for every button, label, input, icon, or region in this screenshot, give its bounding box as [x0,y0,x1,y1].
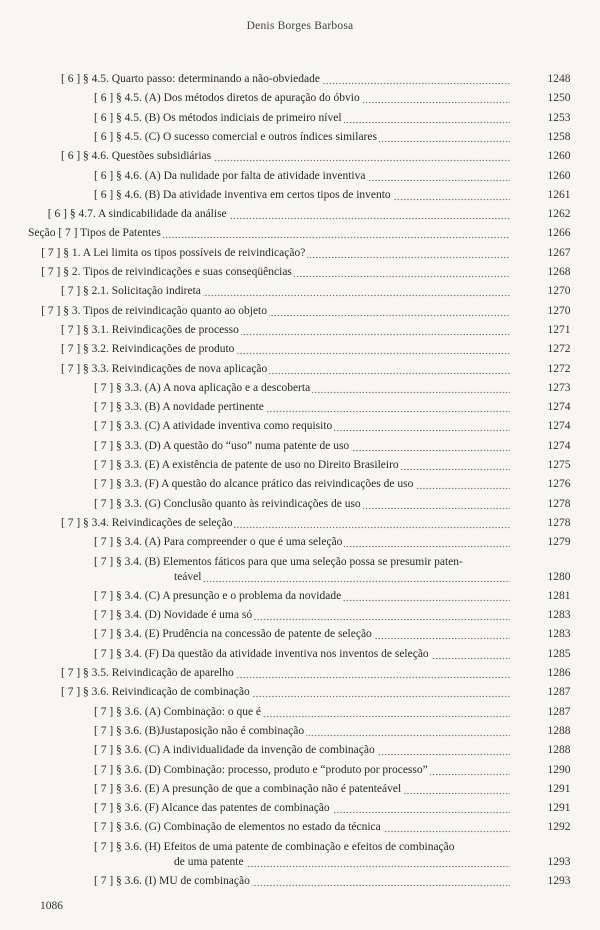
toc-entry-page: 1287 [547,705,571,718]
toc-entry-label: [ 7 ] § 3.6. (F) Alcance das patentes de combinação [94,801,510,815]
toc-entry-page: 1258 [547,130,571,143]
toc-entry-page: 1267 [547,246,571,259]
toc-entry-label: [ 7 ] § 1. A Lei limita os tipos possíveis de reivindicação? [41,246,510,260]
toc-entry-label: Seção [ 7 ] Tipos de Patentes [28,226,510,240]
toc-entry-page: 1285 [547,647,571,660]
toc-entry-page: 1260 [547,169,571,182]
toc-entry-page: 1279 [547,536,571,549]
toc-entry-page: 1262 [547,208,571,221]
toc-entry-label: [ 6 ] § 4.5. Quarto passo: determinando a não-obviedade [61,72,510,86]
toc-entry-page: 1276 [547,478,571,491]
toc-entry-label-continuation: de uma patente [174,855,510,869]
toc-entry-page: 1293 [547,875,571,887]
toc-entry-label: [ 7 ] § 3.6. (A) Combinação: o que é [94,705,510,719]
toc-entry-label: [ 7 ] § 3.3. (E) A existência de patente de uso no Direito Brasileiro [94,458,510,472]
toc-entry-label: [ 7 ] § 3.3. (D) A questão do “uso” numa patente de uso [94,439,510,453]
toc-entry-label: [ 6 ] § 4.5. (C) O sucesso comercial e outros índices similares [94,130,510,144]
toc-entry-page: 1288 [547,724,571,737]
toc-entry-page: 1274 [547,420,571,433]
toc-entry-page: 1273 [547,381,571,394]
toc-entry-page: 1274 [547,439,571,452]
toc-entry-label: [ 7 ] § 3.3. (A) A nova aplicação e a descoberta [94,381,510,395]
toc-entry-page: 1266 [547,227,571,240]
toc-entry-page: 1286 [547,667,571,679]
toc-entry-label: [ 7 ] § 3.6. (E) A presunção de que a combinação não é patenteável [94,782,510,796]
toc-entry-page: 1248 [547,73,571,85]
toc-entry-label: [ 7 ] § 3. Tipos de reivindicação quanto ao objeto [41,304,510,318]
toc-entry-label: [ 7 ] § 3.6. Reivindicação de combinação [61,685,510,699]
toc-entry-page: 1293 [547,855,571,868]
toc-entry-label: [ 7 ] § 3.2. Reivindicações de produto [61,342,510,356]
toc-entry-label: [ 7 ] § 3.3. (F) A questão do alcance prático das reivindicações de uso [94,477,510,491]
toc-entry-label: [ 7 ] § 3.4. (A) Para compreender o que é uma seleção [94,535,510,549]
toc-entry-page: 1283 [547,609,571,622]
toc-entry-label: [ 6 ] § 4.6. Questões subsidiárias [61,149,510,163]
toc-entry-page: 1268 [547,266,571,278]
toc-entry-page: 1287 [547,686,571,699]
toc-entry-label: [ 7 ] § 3.3. Reivindicações de nova aplicação [61,362,510,376]
toc-entry-label: [ 7 ] § 3.4. (E) Prudência na concessão de patente de seleção [94,627,510,641]
toc-entry-page: 1253 [547,111,571,124]
toc-entry-page: 1278 [547,497,571,510]
toc-entry-label: [ 7 ] § 2.1. Solicitação indireta [61,284,510,298]
toc-entry-label: [ 6 ] § 4.7. A sindicabilidade da análise [48,207,510,221]
toc-entry-page: 1275 [547,459,571,471]
toc-entry-label: [ 7 ] § 3.4. (D) Novidade é uma só [94,608,510,622]
toc-entry-label: [ 7 ] § 3.4. (F) Da questão da atividade inventiva nos inventos de seleção [94,647,510,661]
toc-entry-page: 1270 [547,285,571,298]
toc-entry-label: [ 6 ] § 4.6. (B) Da atividade inventiva em certos tipos de invento [94,188,510,202]
page-number: 1086 [40,900,63,912]
toc-entry-page: 1281 [547,589,571,602]
toc-entry-page: 1291 [547,782,571,795]
toc-entry-label: [ 7 ] § 3.6. (B)Justaposição não é combinação [94,724,510,738]
toc-entry-page: 1291 [547,802,571,815]
toc-entry-label: [ 7 ] § 3.3. (B) A novidade pertinente [94,400,510,414]
toc-entry-page: 1280 [547,570,571,583]
toc-entry-page: 1274 [547,401,571,414]
toc-entry-label: [ 7 ] § 3.5. Reivindicação de aparelho [61,666,510,680]
toc-entry-page: 1288 [547,744,571,757]
toc-entry-page: 1290 [547,763,571,776]
toc-entry-page: 1260 [547,150,571,163]
toc-entry-page: 1278 [547,516,571,529]
running-header: Denis Borges Barbosa [246,20,354,32]
toc-entry-label: [ 7 ] § 3.6. (C) A individualidade da invenção de combinação [94,743,510,757]
toc-entry-label: [ 7 ] § 3.6. (I) MU de combinação [94,874,510,888]
toc-entry-label: [ 7 ] § 3.6. (D) Combinação: processo, produto e “produto por processo” [94,763,510,777]
toc-entry-label: [ 6 ] § 4.5. (A) Dos métodos diretos de apuração do óbvio [94,91,510,105]
toc-entry-label: [ 7 ] § 3.4. Reivindicações de seleção [61,516,510,530]
toc-entry-label: [ 7 ] § 3.1. Reivindicações de processo [61,323,510,337]
toc-entry-label-continuation: teável [174,570,510,584]
toc-entry-label: [ 7 ] § 3.4. (C) A presunção e o problema da novidade [94,589,510,603]
toc-entry-page: 1272 [547,343,571,356]
toc-entry-page: 1261 [547,188,571,201]
toc-entry-page: 1270 [547,304,571,317]
toc-entry-page: 1272 [547,362,571,375]
toc-entry-label: [ 7 ] § 3.3. (C) A atividade inventiva como requisito [94,419,510,433]
toc-entry-label: [ 7 ] § 3.6. (G) Combinação de elementos no estado da técnica [94,820,510,834]
toc-entry-page: 1283 [547,628,571,641]
toc-entry-page: 1271 [547,323,571,336]
toc-entry-label: [ 6 ] § 4.6. (A) Da nulidade por falta de atividade inventiva [94,169,510,183]
toc-entry-label: [ 7 ] § 3.3. (G) Conclusão quanto às reivindicações de uso [94,497,510,511]
toc-entry-page: 1250 [547,92,571,105]
toc-entry-label: [ 7 ] § 3.4. (B) Elementos fáticos para que uma seleção possa se presumir paten- [94,555,463,568]
toc-entry-page: 1292 [547,821,571,834]
toc-entry-label: [ 6 ] § 4.5. (B) Os métodos indiciais de primeiro nível [94,111,510,125]
toc-entry-label: [ 7 ] § 2. Tipos de reivindicações e suas conseqüências [41,265,510,279]
toc-entry-label: [ 7 ] § 3.6. (H) Efeitos de uma patente de combinação e efeitos de combinação [94,840,455,853]
